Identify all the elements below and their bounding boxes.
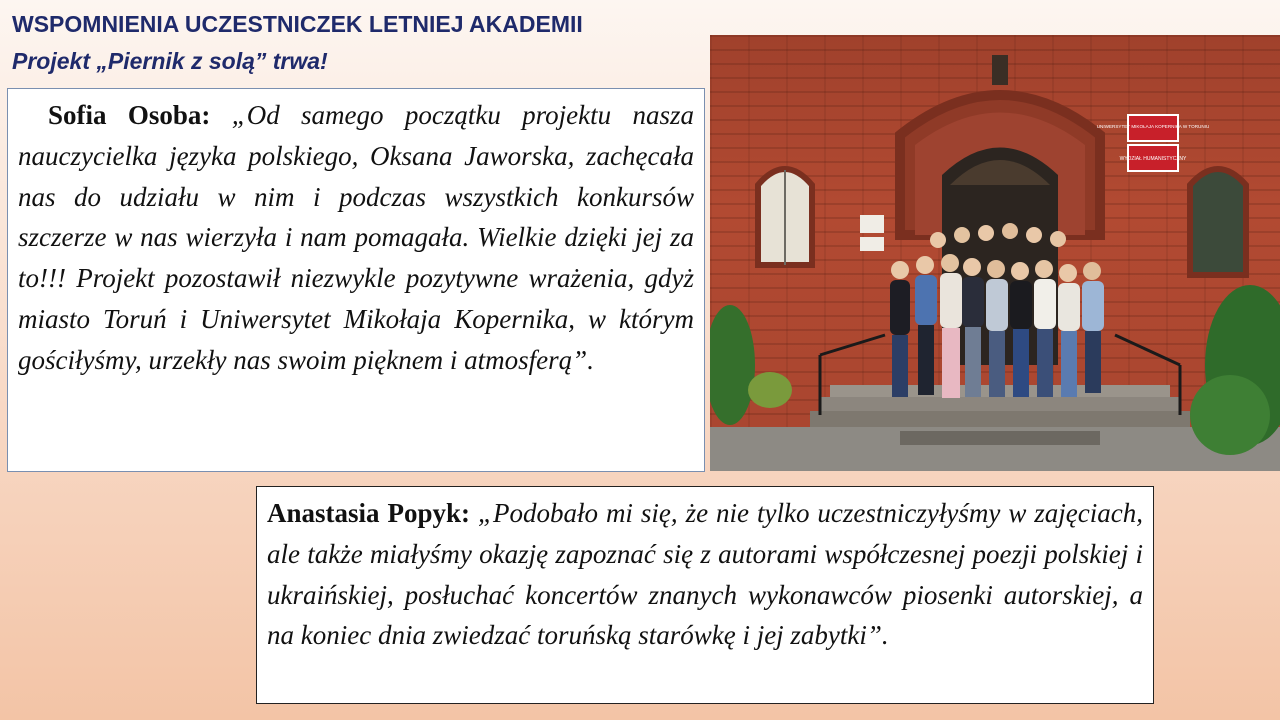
- page-title: WSPOMNIENIA UCZESTNICZEK LETNIEJ AKADEMII: [12, 11, 583, 37]
- quote-box-anastasia: [256, 486, 1154, 704]
- quote-text: „Podobało mi się, że nie tylko uczestniczyłyśmy w zajęciach, ale także miałyśmy okazję zapoznać się z autorami współczesnej poezji polskiej i ukraińskiej, posłuchać koncertów znanych wykonawców piosenki autorskiej, a na koniec dnia zwiedzać toruńską starówkę i jej zabytki”.: [267, 498, 1144, 651]
- quote-box-sofia: [7, 88, 705, 472]
- quote-speaker: Sofia Osoba:: [48, 100, 211, 130]
- quote-speaker: Anastasia Popyk:: [267, 498, 470, 528]
- sign-university: UNIWERSYTET MIKOŁAJA KOPERNIKA W TORUNIU: [1096, 124, 1210, 129]
- group-photo: [710, 35, 1280, 471]
- photo-illustration: [710, 35, 1280, 471]
- sign-faculty: WYDZIAŁ HUMANISTYCZNY: [1119, 156, 1187, 162]
- page-subtitle: Projekt „Piernik z solą” trwa!: [12, 48, 328, 74]
- quote-text: „Od samego początku projektu nasza nauczycielka języka polskiego, Oksana Jaworska, zachęcała nas do udziału w nim i podczas wszystkich konkursów szczerze w nas wierzyła i nam pomagała. Wielkie dzięki jej za to!!! Projekt pozostawił niezwykle pozytywne wrażenia, gdyż miasto Toruń i Uniwersytet Mikołaja Kopernika, w którym gościłyśmy, urzekły nas swoim pięknem i atmosferą”.: [18, 100, 694, 375]
